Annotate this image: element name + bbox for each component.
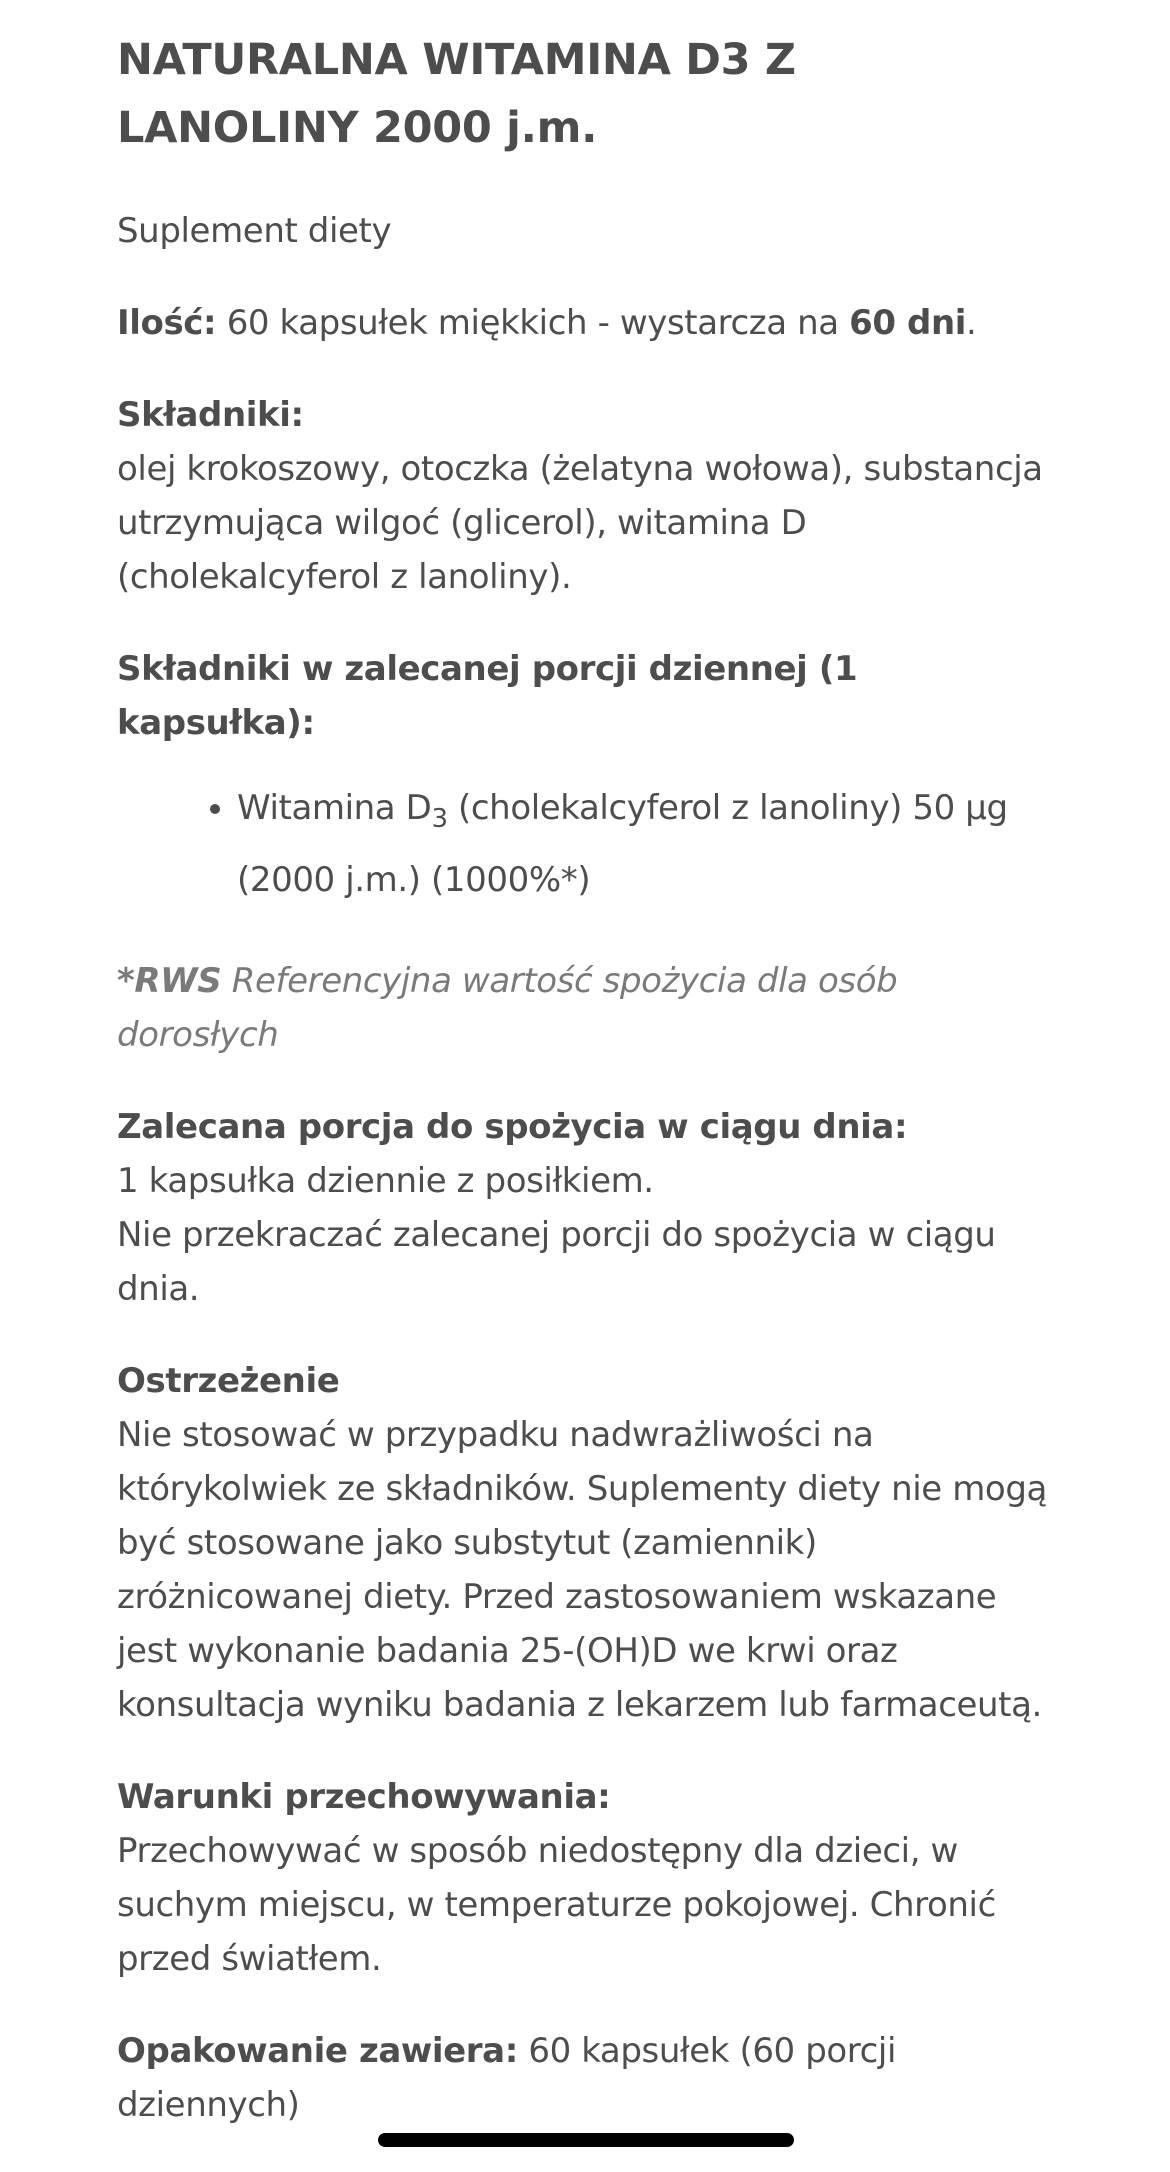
recommended-line1: 1 kapsułka dziennie z posiłkiem. <box>117 1161 654 1201</box>
recommended-line2: Nie przekraczać zalecanej porcji do spożycia w ciągu dnia. <box>117 1215 996 1309</box>
ingredients-label: Składniki: <box>117 395 304 435</box>
warning-label: Ostrzeżenie <box>117 1361 340 1401</box>
rws-label: *RWS <box>117 961 222 1001</box>
product-category: Suplement diety <box>117 211 392 251</box>
nutrient-subscript: 3 <box>431 804 448 834</box>
storage-label: Warunki przechowywania: <box>117 1777 611 1817</box>
ingredients-section <box>117 388 1047 604</box>
daily-portion-section <box>117 642 1047 750</box>
warning-text: Nie stosować w przypadku nadwrażliwości na którykolwiek ze składników. Suplementy diety nie mogą być stosowane jako substytut (zamiennik) zróżnicowanej diety. Przed zastosowaniem wskazane jest wykonanie badania 25-(OH)D we krwi oraz konsultacja wyniku badania z lekarzem lub farmaceutą. <box>117 1415 1047 1725</box>
package-row <box>117 2024 1047 2132</box>
storage-text: Przechowywać w sposób niedostępny dla dzieci, w suchym miejscu, w temperaturze pokojowej. Chronić przed światłem. <box>117 1831 996 1979</box>
daily-portion-list <box>117 772 1047 916</box>
quantity-row <box>117 296 1047 350</box>
rws-text: Referencyjna wartość spożycia dla osób dorosłych <box>117 961 898 1055</box>
recommended-label: Zalecana porcja do spożycia w ciągu dnia: <box>117 1107 908 1147</box>
product-title: NATURALNA WITAMINA D3 Z LANOLINY 2000 j.m. <box>117 35 796 153</box>
nutrient-name: Witamina D <box>237 788 432 828</box>
daily-portion-label: Składniki w zalecanej porcji dziennej (1 kapsułka): <box>117 649 858 743</box>
warning-section <box>117 1354 1047 1732</box>
home-indicator[interactable] <box>378 2133 794 2147</box>
package-label: Opakowanie zawiera: <box>117 2031 518 2071</box>
storage-section <box>117 1770 1047 1986</box>
quantity-days: 60 dni <box>849 303 967 343</box>
ingredients-text: olej krokoszowy, otoczka (żelatyna wołowa), substancja utrzymująca wilgoć (glicerol), witamina D (cholekalcyferol z lanoliny). <box>117 449 1043 597</box>
quantity-end: . <box>966 303 977 343</box>
recommended-section <box>117 1100 1047 1316</box>
list-item <box>237 772 1047 916</box>
product-description <box>117 26 1047 2170</box>
nutrient-amount: (cholekalcyferol z lanoliny) 50 µg (2000 j.m.) (1000%*) <box>237 788 1008 900</box>
rws-note <box>117 954 1047 1062</box>
quantity-label: Ilość: <box>117 303 217 343</box>
package-text: 60 kapsułek (60 porcji dziennych) <box>117 2031 897 2125</box>
quantity-text: 60 kapsułek miękkich - wystarcza na <box>226 303 839 343</box>
